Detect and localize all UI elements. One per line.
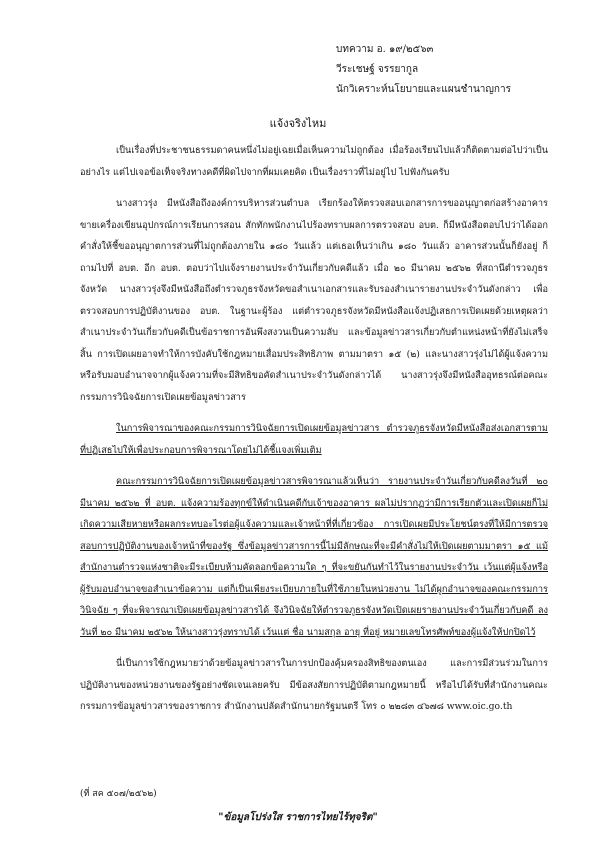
article-title: แจ้งจริงไหม — [269, 117, 327, 130]
document-header — [336, 40, 536, 100]
article-body — [80, 140, 548, 728]
paragraph-decision: คณะกรรมการวินิจฉัยการเปิดเผยข้อมูลข่าวสารพิจารณาแล้วเห็นว่า รายงานประจำวันเกี่ยวกับคดีลงวันที่ ๒๐ มีนาคม ๒๕๖๒ ที่ อบต. แจ้งความร้องทุกข์ให้ดำเนินคดีกับเจ้าของอาคาร ผลไม่ปรากฏว่ามีการเรียกตัวและเปิดเผยก็ไม่เกิดความเสียหายหรือผลกระทบอะไรต่อผู้แจ้งความและเจ้าหน้าที่ที่เกี่ยวข้อง การเปิดเผยมีประโยชน์ตรงที่ให้มีการตรวจสอบการปฏิบัติงานของเจ้าหน้าที่ของรัฐ ซึ่งข้อมูลข่าวสารการนี้ไม่มีลักษณะที่จะมีคำสั่งไม่ให้เปิดเผยตามมาตรา ๑๕ แม้สำนักงานตำรวจแห่งชาติจะมีระเบียบห้ามคัดลอกข้อความใด ๆ ที่จะขยันกันทำไว้ในรายงานประจำวัน เว้นแต่ผู้แจ้งหรือผู้รับมอบอำนาจขอสำเนาข้อความ แต่ก็เป็นเพียงระเบียบภายในที่ใช้ภายในหน่วยงาน ไม่ได้ผูกอำนาจของคณะกรรมการวินิจฉัย ๆ ที่จะพิจารณาเปิดเผยข้อมูลข่าวสารได้ จึงวินิจฉัยให้ตำรวจภูธรจังหวัดเปิดเผยรายงานประจำวันเกี่ยวกับคดี ลงวันที่ ๒๐ มีนาคม ๒๕๖๒ ให้นางสาวรุ่งทราบได้ เว้นแต่ ชื่อ นามสกุล อายุ ที่อยู่ หมายเลขโทรศัพท์ของผู้แจ้งให้ปกปิดไว้ — [80, 476, 548, 638]
paragraph-conclusion: นี่เป็นการใช้กฎหมายว่าด้วยข้อมูลข่าวสารในการปกป้องคุ้มครองสิทธิของตนเอง และการมีส่วนร่วมในการปฏิบัติงานของหน่วยงานของรัฐอย่างชัดเจนเลยครับ มีข้อสงสัยการปฏิบัติตามกฎหมายนี้ หรือไปได้รับที่สำนักงานคณะกรรมการข้อมูลข่าวสารของราชการ สำนักงานปลัดสำนักนายกรัฐมนตรี โทร ๐ ๒๒๘๓ ๔๖๗๘ www.oic.go.th — [80, 658, 548, 712]
paragraph-case: นางสาวรุ่ง มีหนังสือถึงองค์การบริหารส่วนตำบล เรียกร้องให้ตรวจสอบเอกสารการขออนุญาตก่อสร้างอาคารขายเครื่องเขียนอุปกรณ์การเรียนการสอน สักทักพนักงานไปร้องทราบผลการตรวจสอบ อบต. ก็มีหนังสือตอบไปว่าได้ออกคำสั่งให้ชี้ขออนุญาตการส่วนที่ไม่ถูกต้องภายใน ๑๘๐ วันแล้ว แต่เธอเห็นว่าเกิน ๑๘๐ วันแล้ว อาคารส่วนนั้นก็ยังอยู่ ก็ถามไปที่ อบต. อีก อบต. ตอบว่าไปแจ้งรายงานประจำวันเกี่ยวกับคดีแล้ว เมื่อ ๒๐ มีนาคม ๒๕๖๒ ที่สถานีตำรวจภูธรจังหวัด นางสาวรุ่งจึงมีหนังสือถึงตำรวจภูธรจังหวัดขอสำเนาเอกสารและรับรองสำเนารายงานประจำวันดังกล่าว เพื่อตรวจสอบการปฏิบัติงานของ อบต. ในฐานะผู้ร้อง แต่ตำรวจภูธรจังหวัดมีหนังสือแจ้งปฏิเสธการเปิดเผยด้วยเหตุผลว่า สำเนาประจำวันเกี่ยวกับคดีเป็นข้อราชการอันพึงสงวนเป็นความลับ และข้อมูลข่าวสารเกี่ยวกับตำแหน่งหน้าที่ยังไม่เสร็จสิ้น การเปิดเผยอาจทำให้การบังคับใช้กฎหมายเสื่อมประสิทธิภาพ ตามมาตรา ๑๕ (๒) และนางสาวรุ่งไม่ได้ผู้แจ้งความหรือรับมอบอำนาจจากผู้แจ้งความที่จะมีสิทธิขอคัดสำเนาประจำวันดังกล่าวได้ นางสาวรุ่งจึงมีหนังสืออุทธรณ์ต่อคณะกรรมการวินิจฉัยการเปิดเผยข้อมูลข่าวสาร — [80, 198, 548, 403]
article-number: บทความ อ. ๑๙/๒๕๖๓ — [336, 44, 434, 55]
author-name: วีระเชษฐ์ จรรยากูล — [336, 64, 419, 75]
author-position: นักวิเคราะห์นโยบายและแผนชำนาญการ — [336, 84, 511, 95]
slogan: "ข้อมูลโปร่งใส ราชการไทยไร้ทุจริต" — [218, 812, 378, 823]
reference-number: (ที่ สค ๕๐๗/๒๕๖๒) — [80, 789, 157, 799]
paragraph-committee-review: ในการพิจารณาของคณะกรรมการวินิจฉัยการเปิดเผยข้อมูลข่าวสาร ตำรวจภูธรจังหวัดมีหนังสือส่งเอกสารตามที่ปฏิเสธไปให้เพื่อประกอบการพิจารณาโดยไม่ได้ชี้แจงเพิ่มเติม — [80, 423, 548, 456]
paragraph-intro: เป็นเรื่องที่ประชาชนธรรมดาคนหนึ่งไม่อยู่เฉยเมื่อเห็นความไม่ถูกต้อง เมื่อร้องเรียนไปแล้วก็ติดตามต่อไปว่าเป็นอย่างไร แต่ไปเจอข้อเท็จจริงทางคดีที่ผิดไปจากที่ผมเคยคิด เป็นเรื่องราวที่ไม่อยู่ไป ไปฟังกันครับ — [80, 145, 548, 178]
